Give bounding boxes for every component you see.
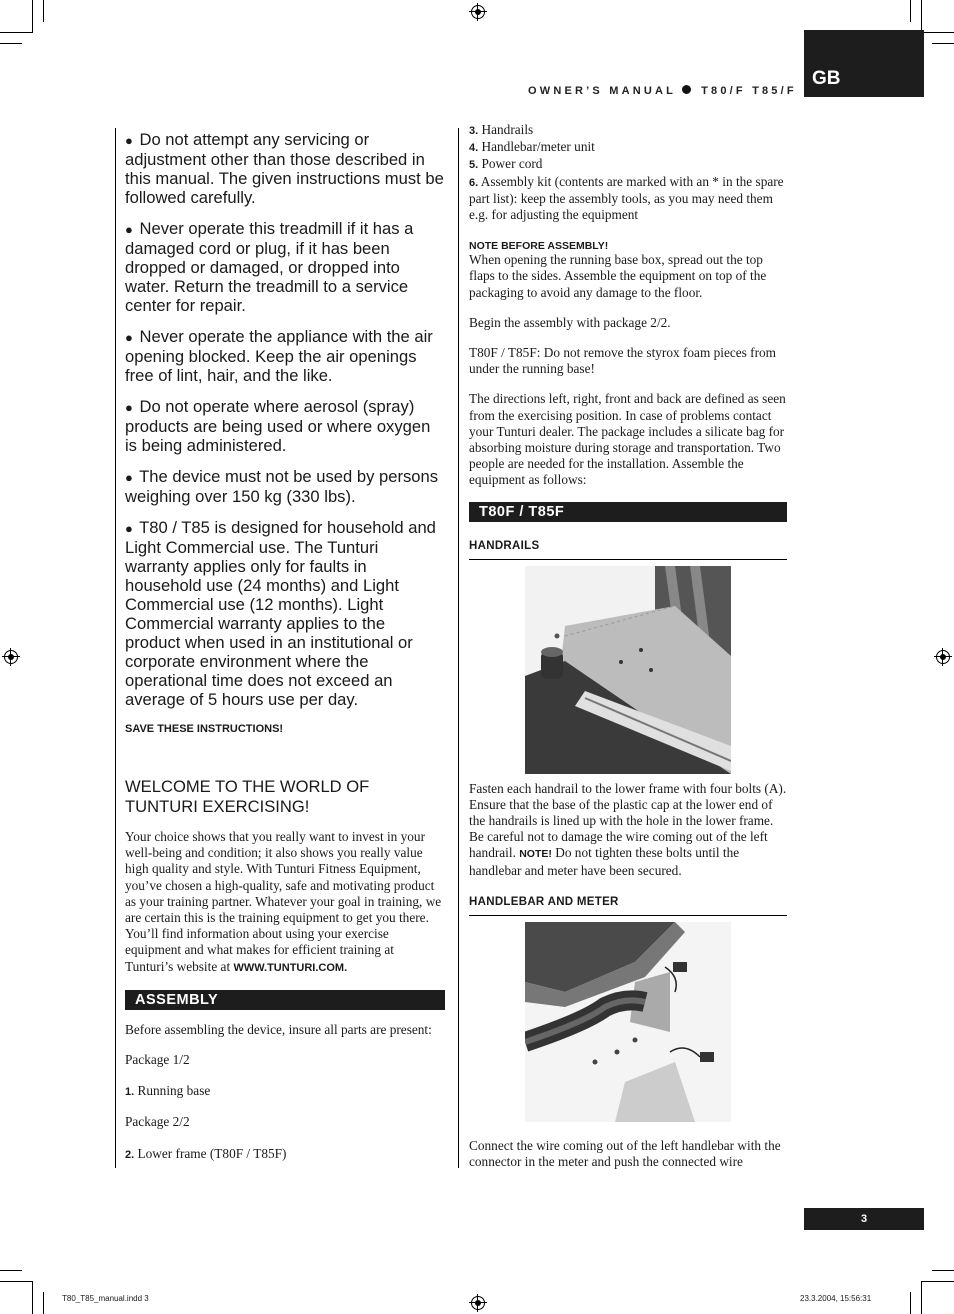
safety-bullet-text: The device must not be used by persons weighing over 150 kg (330 lbs). (125, 467, 439, 506)
handlebar-illustration (525, 922, 731, 1122)
handrails-illustration (525, 566, 731, 774)
styrox-text: T80F / T85F: Do not remove the styrox foam pieces from under the running base! (469, 345, 777, 377)
language-tab-label: GB (812, 68, 841, 89)
right-column (469, 122, 787, 1170)
part-name: Running base (137, 1083, 211, 1099)
crop-mark (32, 0, 33, 33)
crop-mark (921, 0, 922, 33)
footer-filename: T80_T85_manual.indd 3 (62, 1294, 149, 1303)
crop-mark (921, 32, 954, 33)
crop-mark (0, 43, 22, 44)
handrails-diagram (525, 566, 731, 774)
bullet-icon: ● (125, 330, 133, 345)
models-label: T80/F T85/F (701, 85, 797, 97)
website-link[interactable]: WWW.TUNTURI.COM. (233, 961, 348, 974)
welcome-heading-line: WELCOME TO THE WORLD OF (125, 777, 370, 796)
crop-mark (921, 1281, 954, 1282)
handlebar-text: Connect the wire coming out of the left handlebar with the connector in the meter and push the connected wire (469, 1137, 781, 1170)
crop-mark (0, 1270, 22, 1271)
registration-mark-icon (936, 650, 950, 664)
part-number: 1. (125, 1086, 135, 1099)
bullet-icon: ● (125, 222, 133, 237)
directions-text: The directions left, right, front and back are defined as seen from the exercising position. In case of problems contact your Tunturi dealer. The package includes a silicate bag for absorbing moisture during storage and transportation. Two people are needed for the installation. Assemble the equipment as follows: (469, 391, 786, 488)
model-section-bar (469, 502, 787, 522)
running-header (528, 85, 797, 97)
welcome-heading (125, 777, 445, 816)
crop-mark (910, 0, 911, 22)
crop-mark (921, 1281, 922, 1314)
crop-mark (43, 0, 44, 22)
begin-text: Begin the assembly with package 2/2. (469, 314, 671, 330)
safety-bullet-text: Never operate this treadmill if it has a damaged cord or plug, if it has been dropped or damaged, or dropped into water. Return the treadmill to a service center for repair. (125, 219, 414, 315)
safety-bullet (125, 467, 445, 506)
assembly-section-bar (125, 990, 445, 1010)
footer-timestamp: 23.3.2004, 15:56:31 (800, 1294, 872, 1303)
welcome-text-body: Your choice shows that you really want to invest in your well-being and condition; it also shows you really value high quality and style. With Tunturi Fitness Equipment, you’ve chosen a high-quality, safe and motivating product as your training partner. Whatever your goal in training, we are certain this is the training equipment to get you there. You’ll find information about using your exercise equipment and what makes for efficient training at Tunturi’s website at (125, 829, 442, 974)
safety-bullet (125, 219, 445, 315)
crop-mark (910, 1292, 911, 1314)
bullet-icon: ● (125, 133, 133, 148)
model-title: T80F / T85F (479, 503, 565, 520)
safety-bullet-text: Never operate the appliance with the air opening blocked. Keep the air openings free of lint, hair, and the like. (125, 327, 433, 385)
note-text: When opening the running base box, spread out the top flaps to the sides. Assemble the equipment on top of the packaging to avoid any damage to the floor. (469, 252, 767, 300)
column-rule (115, 128, 116, 1168)
handrails-text-a: Fasten each handrail to the lower frame with four bolts (A). Ensure that the base of the plastic cap at the lower end of the handrails is lined up with the hole in the lower frame. Be careful not to damage the wire coming out of the left handrail. (469, 780, 787, 861)
safety-bullet (125, 130, 445, 207)
crop-mark (932, 1270, 954, 1271)
owners-manual-label: OWNER’S MANUAL (528, 85, 677, 97)
part-number: 5. (469, 159, 479, 172)
bullet-dot-icon (682, 85, 691, 94)
part-name: Assembly kit (contents are marked with an * in the spare part list): keep the assembly tools, as you may need them e.g. for adjusting the equipment (469, 173, 784, 223)
handrails-note-label: NOTE! (519, 848, 552, 861)
column-rule (458, 128, 459, 1168)
package-label: Package 1/2 (125, 1052, 190, 1068)
part-item (469, 156, 787, 173)
part-name: Lower frame (T80F / T85F) (137, 1145, 287, 1161)
safety-bullet-text: T80 / T85 is designed for household and Light Commercial use. The Tunturi warranty applies only for faults in household use (24 months) and Light Commercial use (12 months). Light Commercial warranty applies to the product when used in an institutional or corporate environment where the operational time does not exceed an average of 5 hours use per day. (125, 518, 436, 709)
registration-mark-icon (471, 1296, 485, 1310)
bullet-icon: ● (125, 470, 133, 485)
safety-bullet (125, 518, 445, 709)
part-name: Handlebar/meter unit (481, 139, 595, 155)
registration-mark-icon (471, 5, 485, 19)
welcome-text (125, 829, 445, 976)
part-item (125, 1146, 445, 1163)
crop-mark (43, 1292, 44, 1314)
language-tab (804, 30, 924, 97)
part-number: 2. (125, 1148, 135, 1161)
crop-mark (932, 43, 954, 44)
part-number: 6. (469, 176, 479, 189)
safety-bullet-text: Do not attempt any servicing or adjustment other than those described in this manual. The given instructions must be followed carefully. (125, 130, 444, 207)
handrails-heading: HANDRAILS (469, 540, 787, 560)
safety-bullet (125, 397, 445, 455)
safety-bullet (125, 327, 445, 385)
part-item (125, 1083, 445, 1100)
welcome-heading-line: TUNTURI EXERCISING! (125, 796, 310, 816)
bullet-icon: ● (125, 521, 133, 536)
crop-mark (0, 1281, 33, 1282)
note-heading: NOTE BEFORE ASSEMBLY! (469, 240, 609, 253)
left-column (125, 130, 445, 1163)
part-item (469, 122, 787, 139)
registration-mark-icon (4, 650, 18, 664)
assembly-intro: Before assembling the device, insure all parts are present: (125, 1021, 432, 1037)
handrails-text-b: Do not tighten these bolts until the handlebar and meter have been secured. (469, 845, 740, 878)
package-label: Package 2/2 (125, 1114, 190, 1130)
handlebar-heading: HANDLEBAR AND METER (469, 896, 787, 916)
part-number: 4. (469, 142, 479, 155)
handrails-text (469, 781, 787, 879)
part-item (469, 139, 787, 156)
assembly-title: ASSEMBLY (135, 991, 219, 1008)
part-name: Power cord (481, 156, 543, 172)
page-number: 3 (804, 1208, 924, 1230)
save-instructions: SAVE THESE INSTRUCTIONS! (125, 723, 284, 735)
safety-bullet-text: Do not operate where aerosol (spray) products are being used or where oxygen is being administered. (125, 397, 431, 455)
crop-mark (0, 32, 33, 33)
part-name: Handrails (481, 122, 534, 137)
bullet-icon: ● (125, 400, 133, 415)
part-number: 3. (469, 125, 479, 137)
crop-mark (32, 1281, 33, 1314)
part-item (469, 174, 787, 224)
handlebar-diagram (525, 922, 731, 1122)
